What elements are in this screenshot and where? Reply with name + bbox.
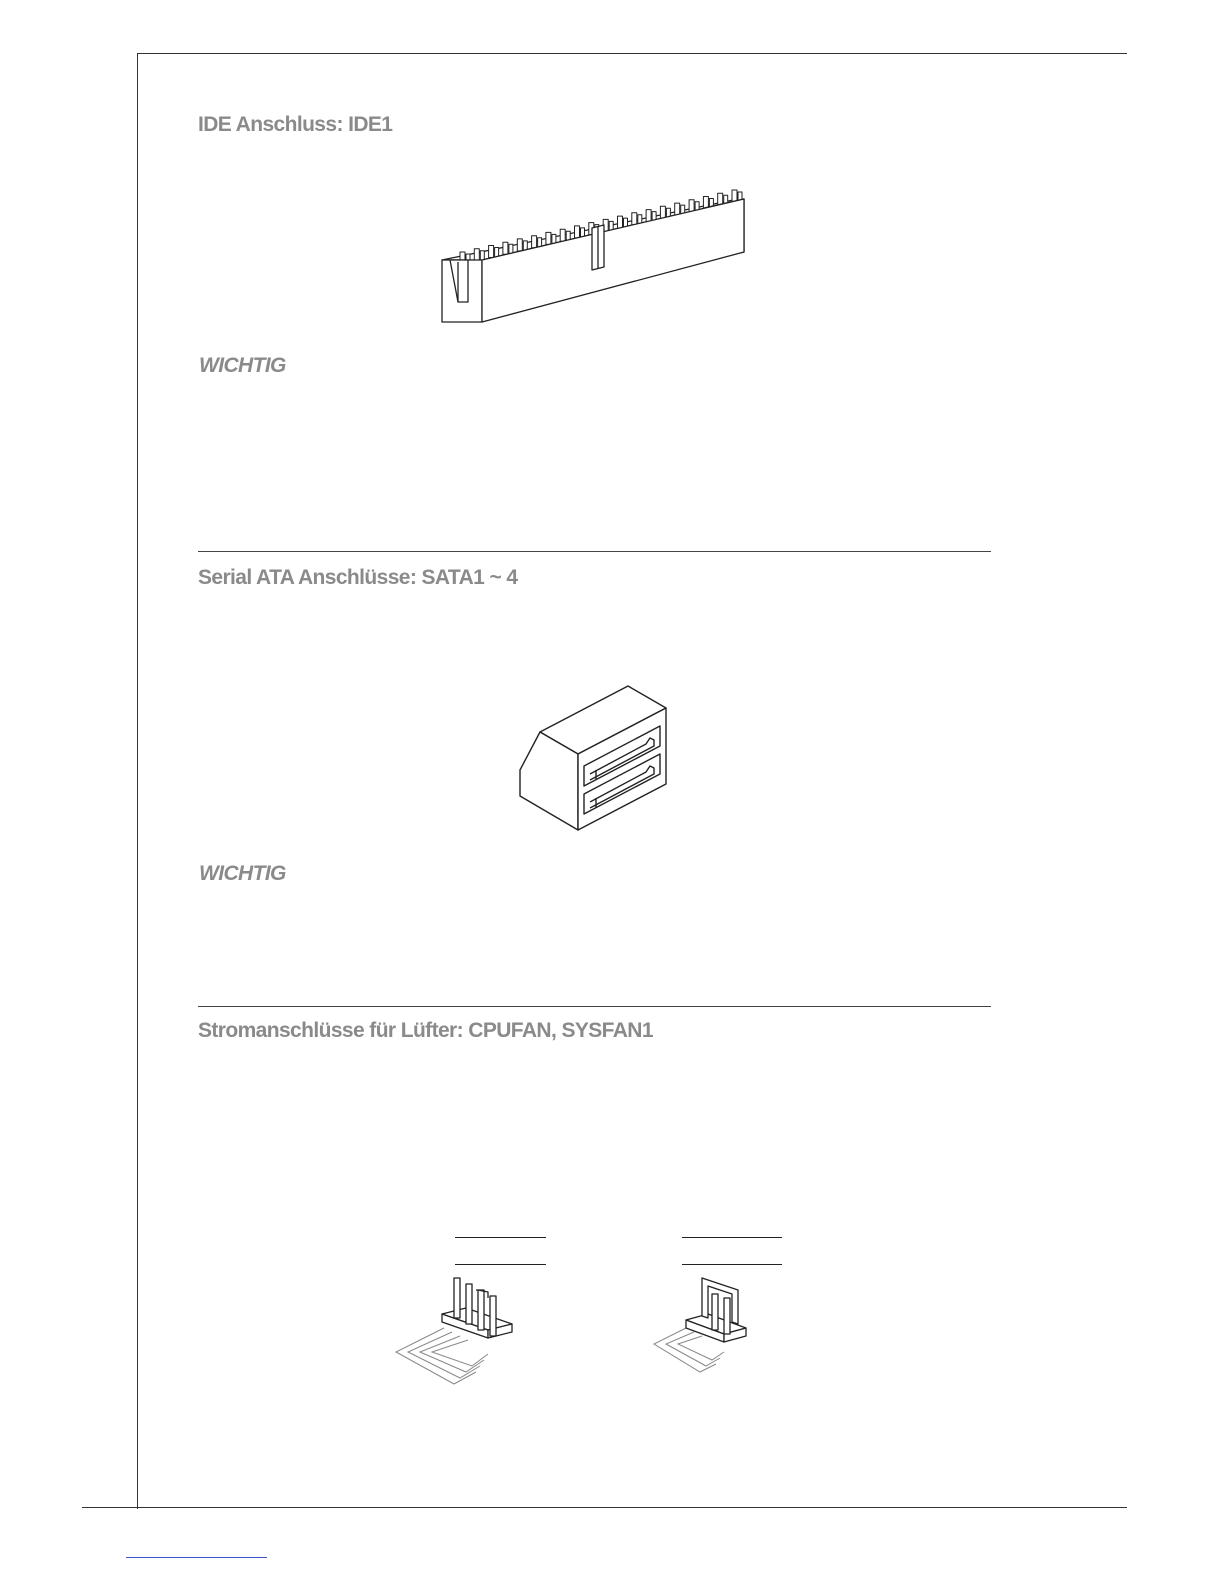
ide-pin	[560, 229, 565, 241]
ide-pin	[646, 210, 651, 222]
ide-pin	[489, 246, 494, 258]
footer-link-underline[interactable]	[126, 1557, 267, 1558]
section-divider	[198, 551, 991, 552]
sata-connector-icon	[516, 684, 672, 834]
section-divider	[198, 1006, 991, 1007]
pin-label-line	[455, 1264, 546, 1265]
important-label-ide: WICHTIG	[199, 354, 286, 377]
ide-pin	[632, 213, 637, 225]
page-frame-top	[137, 53, 1127, 54]
ide-connector-icon	[438, 190, 750, 326]
ide-pin	[660, 206, 665, 218]
section-heading-ide: IDE Anschluss: IDE1	[198, 113, 393, 136]
ide-pin	[546, 232, 551, 244]
section-heading-fan: Stromanschlüsse für Lüfter: CPUFAN, SYSFAN1	[198, 1019, 653, 1042]
section-heading-sata: Serial ATA Anschlüsse: SATA1 ~ 4	[198, 566, 518, 589]
ide-pin	[675, 203, 680, 215]
page-frame-left	[137, 53, 138, 1509]
ide-pin	[474, 249, 479, 261]
ide-pin	[618, 216, 623, 228]
fan-3pin-header-icon	[650, 1272, 760, 1376]
pin-label-line	[455, 1237, 546, 1238]
page-frame-bottom	[82, 1507, 1127, 1508]
pin-label-line	[682, 1237, 782, 1238]
ide-pin	[532, 236, 537, 248]
ide-pin	[575, 226, 580, 238]
pin-label-line	[682, 1264, 782, 1265]
important-label-sata: WICHTIG	[199, 862, 286, 885]
ide-pin	[503, 242, 508, 254]
ide-pin	[689, 200, 694, 212]
ide-pin	[517, 239, 522, 251]
fan-4pin-header-icon	[392, 1272, 522, 1386]
